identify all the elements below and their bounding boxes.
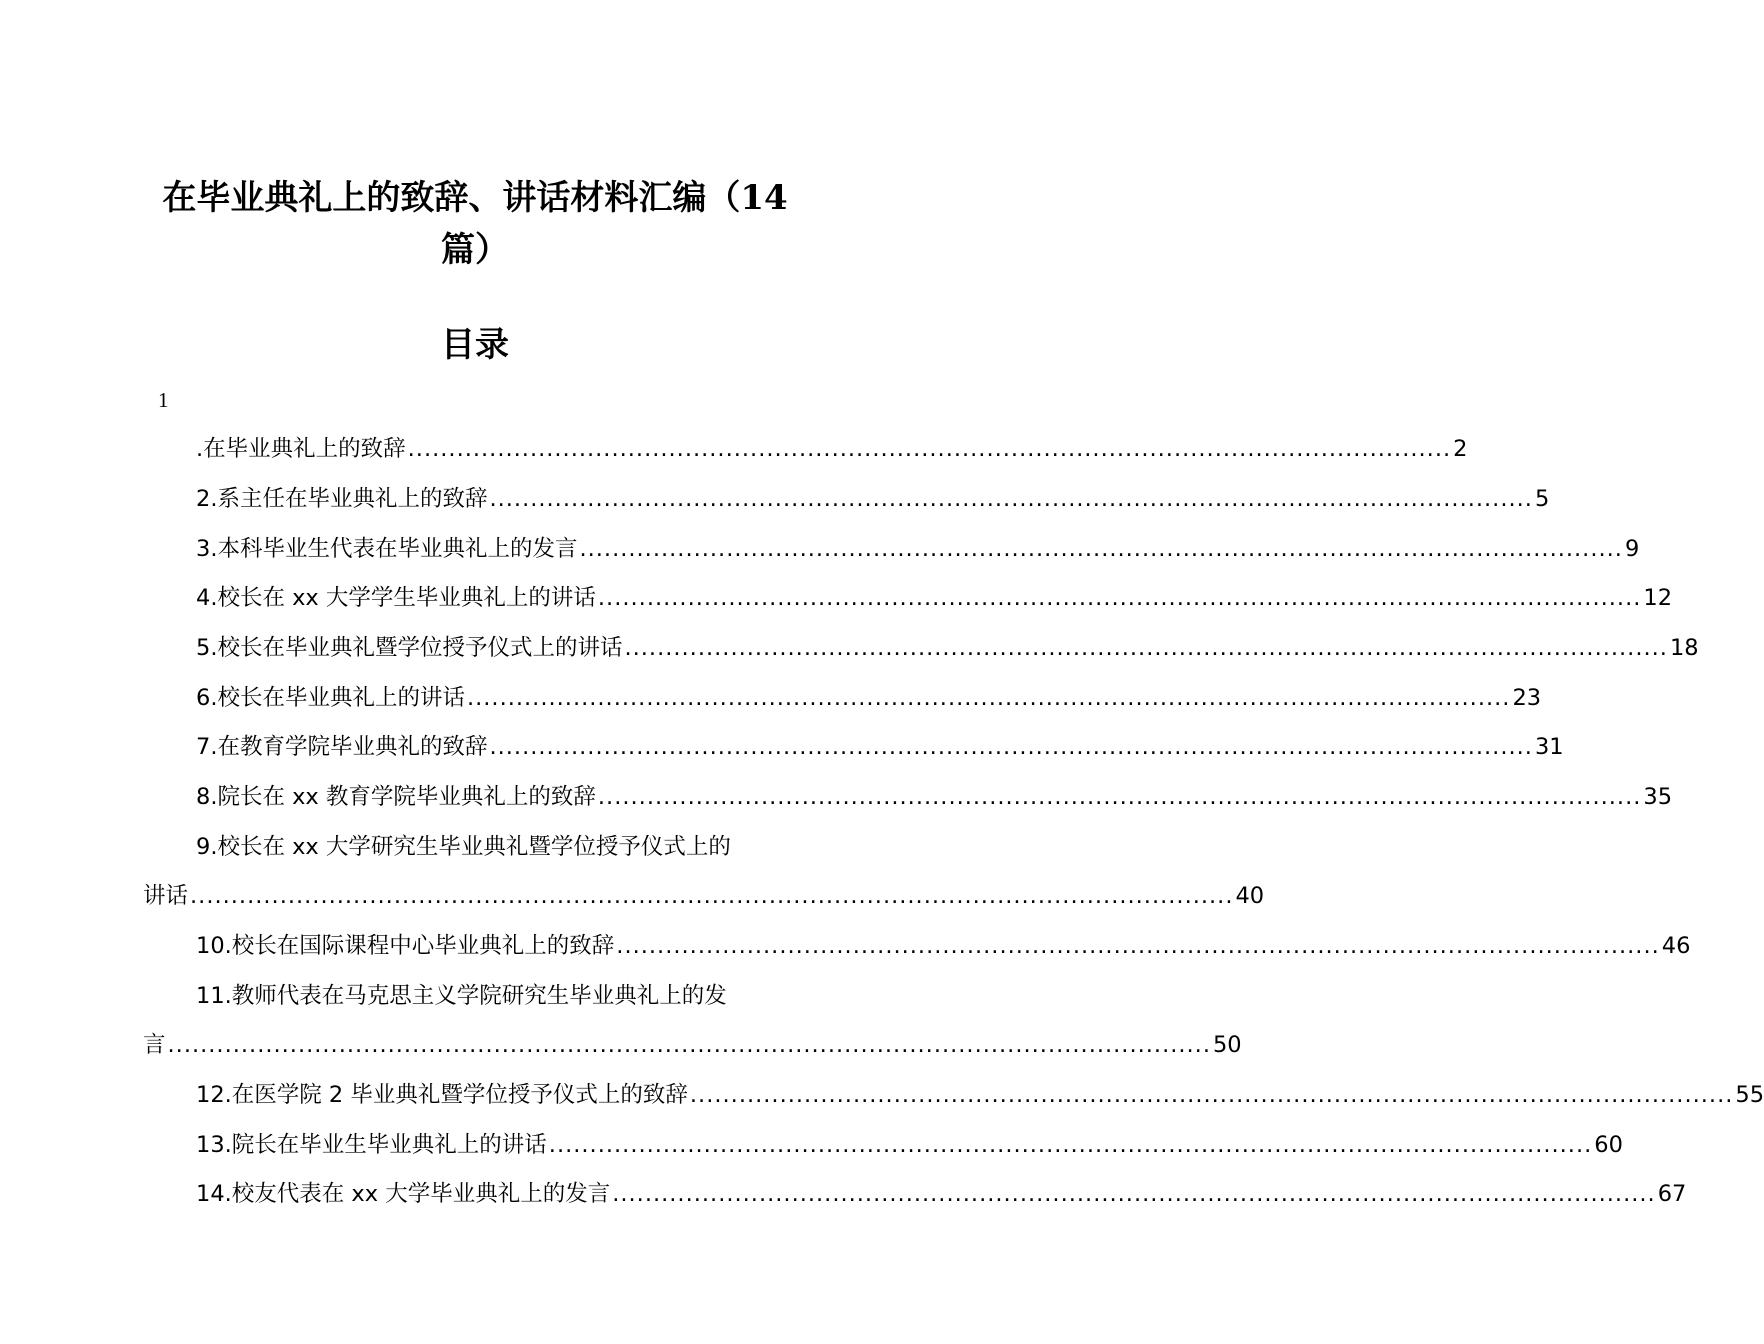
toc-entry-continuation[interactable] (143, 880, 1265, 912)
toc-entry[interactable] (196, 781, 1673, 813)
toc-entry-page: 46 (1661, 933, 1691, 959)
toc-entry[interactable] (196, 1129, 1623, 1161)
toc-entry-title-line-2: 讲话 (143, 883, 189, 909)
toc-entry-page: 9 (1624, 536, 1640, 562)
toc-entry-title-line-1: 11.教师代表在马克思主义学院研究生毕业典礼上的发 (196, 983, 727, 1009)
toc-entry-page: 55 (1735, 1082, 1764, 1108)
toc-leader-dots: ................................................................................................................................ (689, 1082, 1734, 1108)
toc-entry-page: 2 (1453, 436, 1468, 462)
toc-entry[interactable] (196, 980, 806, 1012)
toc-leader-dots: ................................................................................................................................ (466, 685, 1511, 711)
toc-heading: 目录 (441, 325, 509, 365)
toc-entry-title: 2.系主任在毕业典礼上的致辞 (196, 486, 488, 512)
toc-leader-dots: ................................................................................................................................ (612, 1181, 1656, 1207)
toc-entry-title: .在毕业典礼上的致辞 (196, 436, 406, 462)
toc-entry-title: 13.院长在毕业生毕业典礼上的讲话 (196, 1132, 547, 1158)
toc-entry-page: 23 (1512, 685, 1542, 711)
toc-entry-continuation[interactable] (143, 1029, 1242, 1061)
document-title-line-1: 在毕业典礼上的致辞、讲话材料汇编（14 (162, 178, 788, 218)
toc-entry-title: 12.在医学院 2 毕业典礼暨学位授予仪式上的致辞 (196, 1082, 688, 1108)
toc-leader-dots: ................................................................................................................................ (597, 585, 1642, 611)
toc-entry-page: 31 (1534, 734, 1564, 760)
toc-leader-dots: ................................................................................................................................ (489, 486, 1533, 512)
toc-leader-dots: ................................................................................................................................ (597, 784, 1642, 810)
toc-entry[interactable] (196, 582, 1673, 614)
toc-entry-page: 5 (1534, 486, 1550, 512)
toc-leader-dots: ................................................................................................................................ (579, 536, 1623, 562)
toc-entry[interactable] (196, 1079, 1764, 1111)
toc-leader-dots: ................................................................................................................................ (624, 635, 1668, 661)
toc-entry[interactable] (196, 930, 1691, 962)
toc-entry-title: 8.院长在 xx 教育学院毕业典礼上的致辞 (196, 784, 596, 810)
toc-entry[interactable] (196, 731, 1564, 763)
toc-entry[interactable] (196, 682, 1542, 714)
toc-entry-page: 60 (1594, 1132, 1623, 1158)
document-title-line-2: 篇） (441, 230, 509, 270)
toc-entry[interactable] (196, 1178, 1687, 1210)
toc-entry[interactable] (196, 831, 806, 863)
toc-entry-page: 35 (1643, 784, 1673, 810)
toc-entry-page: 12 (1643, 585, 1673, 611)
toc-entry-title-line-1: 9.校长在 xx 大学研究生毕业典礼暨学位授予仪式上的 (196, 834, 731, 860)
toc-leader-dots: ................................................................................................................................ (616, 933, 1660, 959)
toc-leader-dots: ................................................................................................................................ (548, 1132, 1593, 1158)
toc-entry-page: 50 (1212, 1032, 1242, 1058)
toc-leader-dots: ................................................................................................................................ (167, 1032, 1211, 1058)
toc-entry-page: 67 (1657, 1181, 1687, 1207)
toc-entry-title: 5.校长在毕业典礼暨学位授予仪式上的讲话 (196, 635, 623, 661)
toc-entry-title: 7.在教育学院毕业典礼的致辞 (196, 734, 488, 760)
toc-entry-page: 40 (1235, 883, 1265, 909)
toc-entry[interactable] (196, 533, 1640, 565)
toc-leader-dots: ................................................................................................................................ (489, 734, 1533, 760)
toc-leader-dots: ................................................................................................................................ (407, 436, 1452, 462)
toc-entry-title: 14.校友代表在 xx 大学毕业典礼上的发言 (196, 1181, 611, 1207)
toc-entry[interactable] (196, 632, 1699, 664)
toc-entry-title: 6.校长在毕业典礼上的讲话 (196, 685, 465, 711)
stray-page-number: 1 (158, 388, 169, 412)
toc-entry-title: 3.本科毕业生代表在毕业典礼上的发言 (196, 536, 578, 562)
toc-entry-page: 18 (1669, 635, 1699, 661)
toc-leader-dots: ................................................................................................................................ (190, 883, 1234, 909)
toc-entry-title-line-2: 言 (143, 1032, 166, 1058)
toc-entry-title: 10.校长在国际课程中心毕业典礼上的致辞 (196, 933, 615, 959)
toc-entry-title: 4.校长在 xx 大学学生毕业典礼上的讲话 (196, 585, 596, 611)
toc-entry[interactable] (196, 483, 1550, 515)
toc-entry[interactable] (196, 433, 1468, 465)
